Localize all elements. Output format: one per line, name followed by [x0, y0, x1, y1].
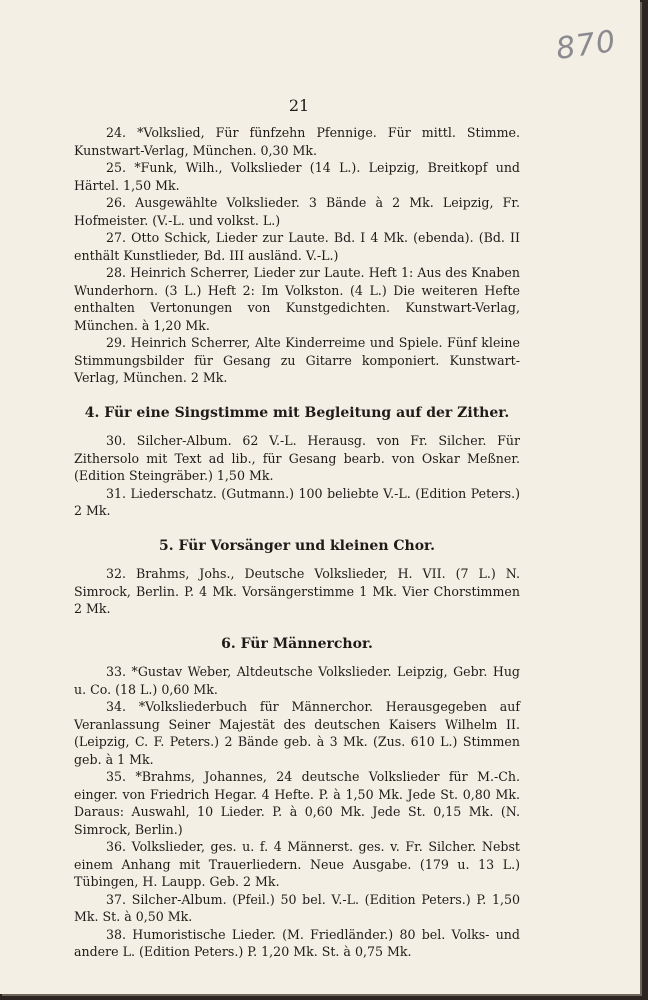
- bibliography-entry: [74, 485, 520, 520]
- section-list-3: [74, 124, 520, 387]
- entry-text: [74, 124, 520, 159]
- entry-body: *Funk, Wilh., Volkslieder (14 L.). Leipzig, Breitkopf und Härtel. 1,50 Mk.: [74, 160, 520, 193]
- entry-body: Heinrich Scherrer, Alte Kinderreime und Spiele. Fünf kleine Stimmungsbilder für Gesang zu Gitarre komponiert. Kunstwart-Verlag, München. 2 Mk.: [74, 335, 520, 385]
- section-list-6: [74, 663, 520, 961]
- bibliography-entry: [74, 229, 520, 264]
- entry-text: [74, 768, 520, 838]
- entry-body: Brahms, Johs., Deutsche Volkslieder, H. VII. (7 L.) N. Simrock, Berlin. P. 4 Mk. Vorsängerstimme 1 Mk. Vier Chorstimmen 2 Mk.: [74, 566, 520, 616]
- bibliography-entry: [74, 838, 520, 891]
- entry-text: [74, 926, 520, 961]
- bibliography-entry: [74, 432, 520, 485]
- section-heading-6: 6. Für Männerchor.: [221, 635, 373, 652]
- entry-body: Silcher-Album. (Pfeil.) 50 bel. V.-L. (Edition Peters.) P. 1,50 Mk. St. à 0,50 Mk.: [74, 891, 520, 924]
- entry-number: 30.: [106, 433, 137, 448]
- entry-text: [74, 264, 520, 334]
- entry-number: 31.: [106, 485, 131, 501]
- entry-body: Silcher-Album. 62 V.-L. Herausg. von Fr. Silcher. Für Zithersolo mit Text ad lib., für Gesang bearb. von Oskar Meßner. (Edition Steingräber.) 1,50 Mk.: [74, 433, 520, 483]
- bibliography-entry: [74, 264, 520, 334]
- bibliography-entry: [74, 565, 520, 618]
- bibliography-entry: [74, 124, 520, 159]
- entry-text: [74, 891, 520, 926]
- bibliography-entry: [74, 891, 520, 926]
- entry-number: 36.: [106, 839, 132, 854]
- entry-text: [74, 838, 520, 891]
- section-list-5: [74, 565, 520, 618]
- entry-body: Heinrich Scherrer, Lieder zur Laute. Heft 1: Aus des Knaben Wunderhorn. (3 L.) Heft 2: Im Volkston. (4 L.) Die weiteren Hefte enthalten Vertonungen von Kunstgedichten. Kunstwart-Verlag, München. à 1,20 Mk.: [74, 265, 520, 333]
- section-heading-5: 5. Für Vorsänger und kleinen Chor.: [158, 537, 435, 554]
- entry-number: 34.: [106, 699, 139, 714]
- entry-body: Humoristische Lieder. (M. Friedländer.) 80 bel. Volks- und andere L. (Edition Peters.) P. 1,20 Mk. St. à 0,75 Mk.: [74, 926, 520, 959]
- bibliography-entry: [74, 334, 520, 387]
- entry-body: Ausgewählte Volkslieder. 3 Bände à 2 Mk. Leipzig, Fr. Hofmeister. (V.-L. und volkst. L.): [74, 195, 520, 228]
- entry-text: [74, 565, 520, 618]
- section-heading-4: 4. Für eine Singstimme mit Begleitung auf der Zither.: [84, 404, 510, 421]
- entry-number: 29.: [106, 335, 131, 350]
- section-list-4: [74, 432, 520, 520]
- entry-number: 25.: [106, 160, 135, 175]
- page-number: 21: [288, 96, 310, 115]
- entry-number: 27.: [106, 230, 132, 245]
- entry-number: 38.: [106, 926, 133, 942]
- bibliography-entry: [74, 768, 520, 838]
- bibliography-entry: [74, 926, 520, 961]
- entry-text: [74, 194, 520, 229]
- entry-body: *Volkslied, Für fünfzehn Pfennige. Für mittl. Stimme. Kunstwart-Verlag, München. 0,30 Mk.: [74, 125, 520, 158]
- bibliography-entry: [74, 663, 520, 698]
- entry-text: [74, 159, 520, 194]
- entry-number: 37.: [106, 891, 132, 907]
- entry-body: *Brahms, Johannes, 24 deutsche Volkslieder für M.-Ch. einger. von Friedrich Hegar. 4 Hefte. P. à 1,50 Mk. Jede St. 0,80 Mk. Daraus: Auswahl, 10 Lieder. P. à 0,60 Mk. Jede St. 0,15 Mk. (N. Simrock, Berlin.): [74, 769, 520, 837]
- entry-number: 24.: [106, 125, 138, 140]
- entry-number: 32.: [106, 566, 137, 581]
- entry-number: 35.: [106, 769, 136, 784]
- bibliography-entry: [74, 698, 520, 768]
- entry-text: [74, 663, 520, 698]
- handwritten-note: 870: [553, 23, 619, 68]
- bibliography-entry: [74, 159, 520, 194]
- page-content: [74, 124, 520, 961]
- entry-body: Volkslieder, ges. u. f. 4 Männerst. ges. v. Fr. Silcher. Nebst einem Anhang mit Trauerliedern. Neue Ausgabe. (179 u. 13 L.) Tübingen, H. Laupp. Geb. 2 Mk.: [74, 839, 520, 889]
- entry-text: [74, 698, 520, 768]
- entry-body: *Gustav Weber, Altdeutsche Volkslieder. Leipzig, Gebr. Hug u. Co. (18 L.) 0,60 Mk.: [74, 664, 520, 697]
- entry-body: Liederschatz. (Gutmann.) 100 beliebte V.-L. (Edition Peters.) 2 Mk.: [74, 485, 520, 518]
- entry-number: 33.: [106, 664, 132, 679]
- entry-text: [74, 432, 520, 485]
- entry-number: 28.: [106, 265, 131, 280]
- bibliography-entry: [74, 194, 520, 229]
- entry-number: 26.: [106, 195, 136, 210]
- entry-text: [74, 229, 520, 264]
- entry-body: *Volksliederbuch für Männerchor. Herausgegeben auf Veranlassung Seiner Majestät des deutschen Kaisers Wilhelm II. (Leipzig, C. F. Peters.) 2 Bände geb. à 3 Mk. (Zus. 610 L.) Stimmen geb. à 1 Mk.: [74, 699, 520, 767]
- entry-body: Otto Schick, Lieder zur Laute. Bd. I 4 Mk. (ebenda). (Bd. II enthält Kunstlieder, Bd. III ausländ. V.-L.): [74, 230, 520, 263]
- entry-text: [74, 334, 520, 387]
- entry-text: [74, 485, 520, 520]
